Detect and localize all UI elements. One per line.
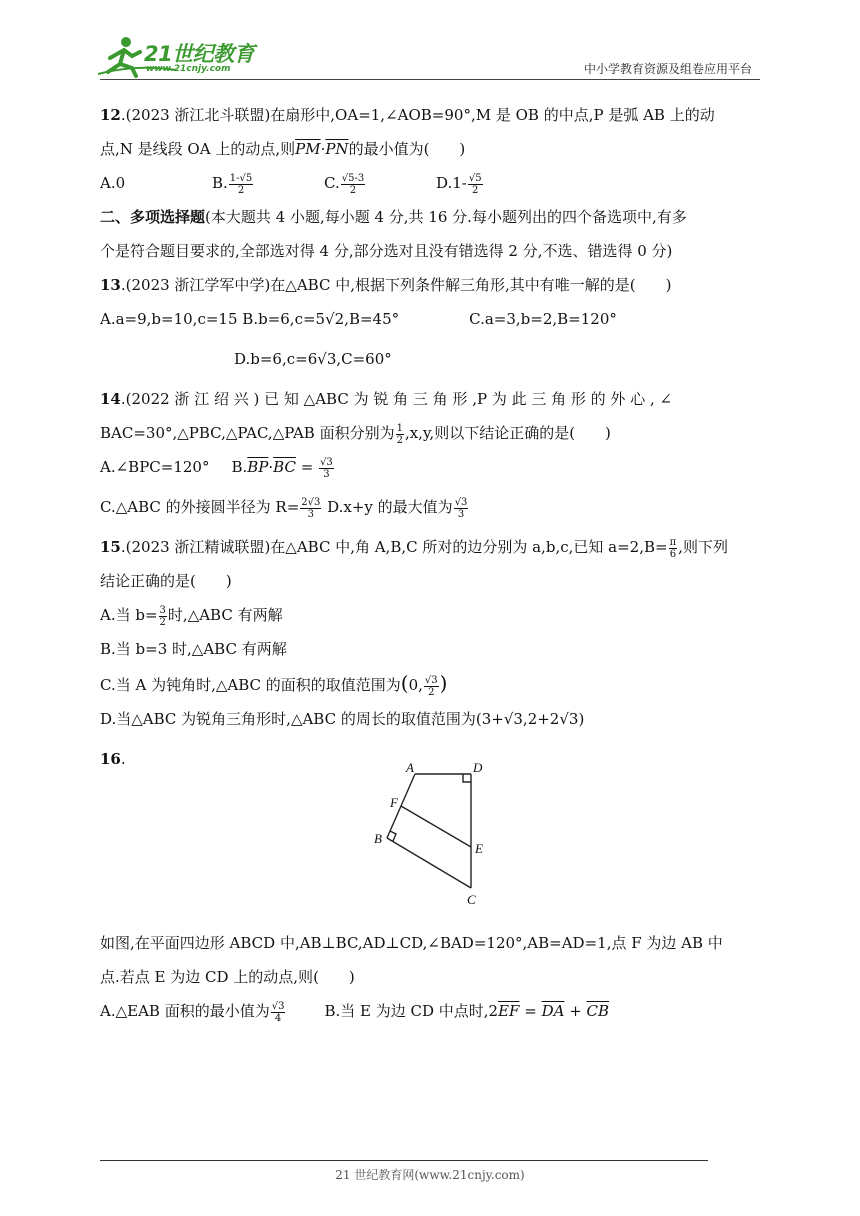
question-14-line1: 14.(2022 浙 江 绍 兴 ) 已 知 △ABC 为 锐 角 三 角 形 ,P 为 此 三 角 形 的 外 心 , ∠ <box>100 390 673 408</box>
option-b: B.当 E 为边 CD 中点时$,2\overline{EF} = \overline{DA} + \overline{CB}$ <box>324 1002 610 1020</box>
label-a: A <box>406 760 414 775</box>
question-16-number: 16. <box>100 750 126 768</box>
option-c: C.a=3,b=2,B=120° <box>469 310 617 328</box>
question-text: .(2023 浙江北斗联盟)在扇形中,OA=1,∠AOB=90°,M 是 OB 的中点,P 是弧 AB 上的动 <box>120 106 715 124</box>
question-number: 14 <box>100 390 121 408</box>
right-angle-b <box>390 831 396 841</box>
section-2-line1: 二、多项选择题(本大题共 4 小题,每小题 4 分,共 16 分.每小题列出的四个备选项中,有多 <box>100 208 687 226</box>
label-c: C <box>467 892 476 907</box>
question-14-line2: BAC=30°,△PBC,△PAC,△PAB 面积分别为 $\frac{1}{2}$ ,x,y,则以下结论正确的是( ) <box>100 422 611 446</box>
question-14-options-row1 <box>100 450 764 484</box>
question-text: 点,N 是线段 OA 上的动点,则 <box>100 140 296 158</box>
question-text: 的最小值为( ) <box>348 140 466 158</box>
document-body <box>100 98 764 1028</box>
option-a: A.当 b= $\frac{3}{2}$ 时,△ABC 有两解 <box>100 604 283 628</box>
question-16-options <box>100 994 764 1028</box>
option-a: A.∠BPC=120° <box>100 458 210 476</box>
edge-cb <box>387 838 471 888</box>
option-c: C. $\frac{√5-3}{2}$ <box>324 172 365 196</box>
dot-operator: · <box>320 140 326 158</box>
label-f: F <box>390 795 398 810</box>
question-12-options <box>100 166 764 200</box>
option-a: A.a=9,b=10,c=15 <box>100 310 238 328</box>
section-title: 二、多项选择题 <box>100 208 206 226</box>
option-b: B. $\frac{1-√5}{2}$ <box>212 172 253 196</box>
option-b: B.当 b=3 时,△ABC 有两解 <box>100 640 287 658</box>
question-13-stem: 13.(2023 浙江学军中学)在△ABC 中,根据下列条件解三角形,其中有唯一解的是( ) <box>100 276 672 294</box>
segment-fe <box>401 806 471 847</box>
section-2-line2: 个是符合题目要求的,全部选对得 4 分,部分选对且没有错选得 2 分,不选、错选得 0 分) <box>100 242 673 260</box>
question-number: 16 <box>100 750 121 768</box>
question-number: 15 <box>100 538 121 556</box>
question-12-line1 <box>100 98 764 132</box>
question-14-options-row2 <box>100 490 764 524</box>
page-footer: 21 世纪教育网(www.21cnjy.com) <box>335 1168 525 1182</box>
question-16-line1: 如图,在平面四边形 ABCD 中,AB⊥BC,AD⊥CD,∠BAD=120°,AB=AD=1,点 F 为边 AB 中 <box>100 934 723 952</box>
right-angle-d <box>463 774 471 782</box>
question-13-options-row1 <box>100 302 764 336</box>
label-d: D <box>473 760 483 775</box>
option-d: D.x+y 的最大值为 $\frac{√3}{3}$ <box>322 496 468 520</box>
question-15-line2: 结论正确的是( ) <box>100 572 232 590</box>
option-d: D.b=6,c=6√3,C=60° <box>234 350 392 368</box>
option-d: D.当△ABC 为锐角三角形时,△ABC 的周长的取值范围为(3+√3,2+2√3) <box>100 710 585 728</box>
option-d: D.1- $\frac{√5}{2}$ <box>436 172 482 196</box>
vector-pm: $\overline{PM}$ <box>295 140 321 158</box>
question-number: 12 <box>100 106 121 124</box>
page-header <box>0 0 860 80</box>
option-a: A.△EAB 面积的最小值为 $\frac{√3}{4}$ <box>100 1000 285 1024</box>
quadrilateral-diagram <box>100 760 764 926</box>
option-c: C.当 A 为钝角时,△ABC 的面积的取值范围为(0, $\frac{√3}{2}$ ) <box>100 671 448 698</box>
label-b: B <box>374 831 382 846</box>
option-a: A.0 <box>100 174 126 192</box>
option-b: $B.\overline{BP}\cdot\overline{BC}$ = $\frac{√3}{3}$ <box>231 456 333 480</box>
footer-divider <box>100 1160 708 1161</box>
question-number: 13 <box>100 276 121 294</box>
logo-text: 21世纪教育 <box>144 42 255 66</box>
label-e: E <box>475 841 483 856</box>
header-divider <box>100 79 760 80</box>
option-b: B.b=6,c=5√2,B=45° <box>242 310 400 328</box>
question-15-line1: 15.(2023 浙江精诚联盟)在△ABC 中,角 A,B,C 所对的边分别为 a,b,c,已知 a=2,B= $\frac{\pi}{6}$ ,则下列 <box>100 536 728 560</box>
vector-pn: $\overline{PN}$ <box>325 140 349 158</box>
question-16-line2: 点.若点 E 为边 CD 上的动点,则( ) <box>100 968 355 986</box>
logo-url: www.21cnjy.com <box>146 64 231 74</box>
option-c: C.△ABC 的外接圆半径为 R= $\frac{2√3}{3}$ <box>100 496 321 520</box>
header-platform-name: 中小学教育资源及组卷应用平台 <box>583 62 752 76</box>
question-12-line2 <box>100 132 764 166</box>
quadrilateral-figure <box>100 760 764 926</box>
